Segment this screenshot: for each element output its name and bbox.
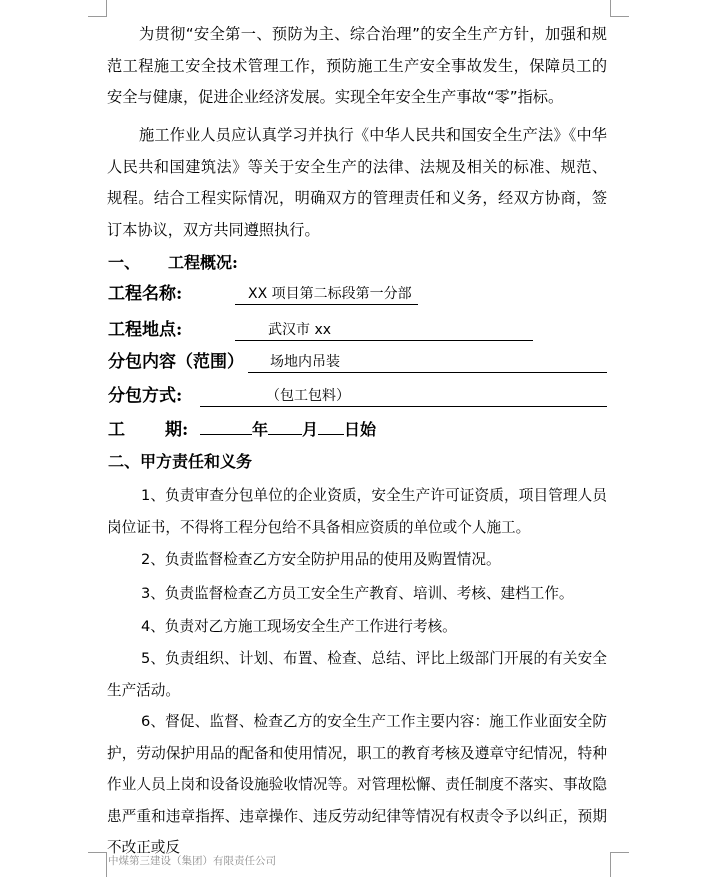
period-day-blank (318, 420, 344, 435)
section-1-number: 一、 (108, 253, 141, 272)
section-2-heading: 二、甲方责任和义务 (108, 452, 253, 471)
period-month-label: 月 (302, 420, 319, 439)
construction-period-dates (200, 417, 376, 440)
crop-mark-bottom-right (610, 852, 629, 877)
project-location-value: 武汉市 xx (268, 322, 332, 338)
list-item: 2、负责监督检查乙方安全防护用品的使用及购置情况。 (141, 551, 501, 568)
section-1-heading (108, 253, 238, 273)
list-item: 1、负责审查分包单位的企业资质，安全生产许可证资质，项目管理人员岗位证书，不得将工程分包给不具备相应资质的单位或个人施工。 (107, 487, 607, 536)
list-item: 4、负责对乙方施工现场安全生产工作进行考核。 (141, 618, 457, 635)
list-item: 3、负责监督检查乙方员工安全生产教育、培训、考核、建档工作。 (141, 585, 574, 602)
project-name-value: XX 项目第二标段第一分部 (248, 286, 412, 302)
project-location-label: 工程地点: (108, 320, 183, 340)
construction-period-label: 工 期: (108, 420, 189, 440)
footer-company-name: 中煤第三建设（集团）有限责任公司 (108, 855, 276, 867)
intro-paragraph-2: 施工作业人员应认真学习并执行《中华人民共和国安全生产法》《中华人民共和国建筑法》等关于安全生产的法律、法规及相关的标准、规范、规程。结合工程实际情况，明确双方的管理责任和义务，经双方协商，签订本协议，双方共同遵照执行。 (107, 126, 607, 239)
crop-mark-top-left (88, 0, 107, 17)
period-month-blank (268, 420, 302, 435)
period-day-label: 日始 (344, 420, 377, 439)
list-item: 6、督促、监督、检查乙方的安全生产工作主要内容：施工作业面安全防护，劳动保护用品的配备和使用情况，职工的教育考核及遵章守纪情况，特种作业人员上岗和设备设施验收情况等。对管理松懈、责任制度不落实、事故隐患严重和违章指挥、违章操作、违反劳动纪律等情况有权责令予以纠正，预期不改正或反 (107, 713, 607, 856)
project-name-label: 工程名称: (108, 284, 183, 304)
subcontract-method-underline (200, 406, 607, 407)
list-item: 5、负责组织、计划、布置、检查、总结、评比上级部门开展的有关安全生产活动。 (107, 650, 607, 699)
subcontract-method-label: 分包方式: (108, 386, 183, 406)
intro-paragraph-1: 为贯彻“安全第一、预防为主、综合治理”的安全生产方针，加强和规范工程施工安全技术管理工作，预防施工生产安全事故发生，保障员工的安全与健康，促进企业经济发展。实现全年安全生产事故“零”指标。 (107, 25, 607, 106)
crop-mark-bottom-left (88, 852, 107, 877)
subcontract-scope-underline (248, 372, 607, 373)
section-1-title: 工程概况: (168, 253, 238, 272)
period-year-blank (200, 420, 252, 435)
period-year-label: 年 (252, 420, 269, 439)
subcontract-method-value: （包工包料） (266, 388, 350, 404)
subcontract-scope-label: 分包内容（范围） (108, 352, 244, 372)
crop-mark-top-right (610, 0, 629, 17)
project-name-underline (235, 304, 418, 305)
project-location-underline (235, 340, 533, 341)
subcontract-scope-value: 场地内吊装 (270, 354, 340, 370)
